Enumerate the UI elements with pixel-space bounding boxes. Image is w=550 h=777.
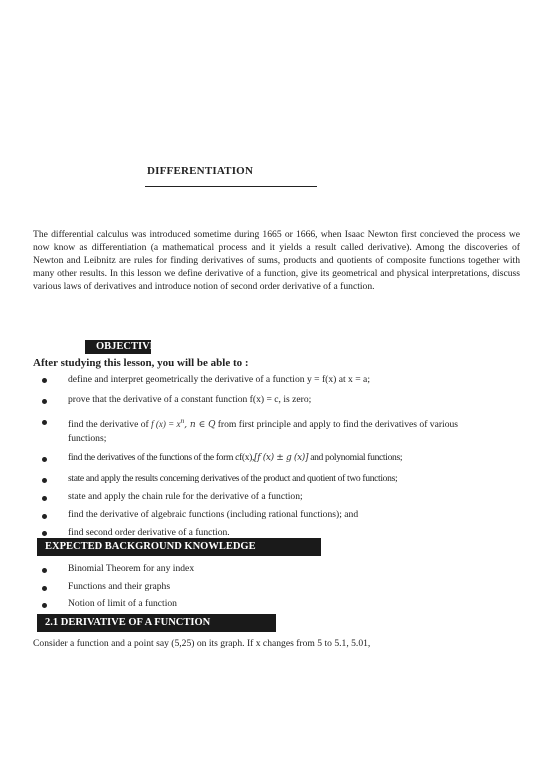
background-item: Notion of limit of a function — [68, 598, 177, 609]
formula-base: f (x) = x — [151, 419, 181, 429]
bullet-dot — [42, 399, 47, 404]
title-underline — [145, 186, 317, 187]
formula: [f (x) ± g (x)] — [254, 453, 309, 463]
objectives-heading: OBJECTIVES — [85, 340, 151, 354]
intro-paragraph: The differential calculus was introduced sometime during 1665 or 1666, when Isaac Newton first concieved the process we now know as differentiation (a mathematical process and it yields a result called derivative). Among the discoveries of Newton and Leibnitz are rules for finding derivatives of sums, products and quotients of composite functions together with many other results. In this lesson we define derivative of a function, give its geometrical and physical interpretations, discuss various laws of derivatives and introduce notion of second order derivative of a function. — [33, 229, 520, 292]
background-item: Functions and their graphs — [68, 581, 171, 592]
objective-text: find the derivative of — [68, 419, 149, 430]
page-title: DIFFERENTIATION — [147, 165, 254, 177]
bullet-dot — [42, 420, 47, 425]
bullet-dot — [42, 378, 47, 383]
bullet-dot — [42, 514, 47, 519]
objective-item — [68, 451, 528, 465]
background-item: Binomial Theorem for any index — [68, 563, 195, 574]
objective-text: find the derivatives of the functions of the form cf(x), — [68, 452, 255, 463]
objectives-lead: After studying this lesson, you will be able to : — [33, 357, 249, 369]
bullet-dot — [42, 478, 47, 483]
formula-exponent: n — [180, 416, 185, 425]
objective-item — [68, 414, 473, 445]
objective-item: find the derivative of algebraic functions (including rational functions); and — [68, 509, 359, 520]
objective-item: define and interpret geometrically the derivative of a function y = f(x) at x = a; — [68, 374, 370, 385]
objective-text: and polynomial functions; — [310, 452, 403, 463]
bullet-dot — [42, 586, 47, 591]
background-heading: EXPECTED BACKGROUND KNOWLEDGE — [37, 538, 321, 556]
formula — [151, 416, 218, 430]
section-heading: 2.1 DERIVATIVE OF A FUNCTION — [37, 614, 276, 632]
objective-item: find second order derivative of a function. — [68, 527, 230, 538]
objective-text: from first principle and apply to find the derivatives of various functions; — [68, 419, 459, 444]
bullet-dot — [42, 457, 47, 462]
objective-item: state and apply the chain rule for the derivative of a function; — [68, 491, 303, 502]
objective-item: prove that the derivative of a constant function f(x) = c, is zero; — [68, 394, 312, 405]
bullet-dot — [42, 603, 47, 608]
bullet-dot — [42, 531, 47, 536]
objective-item: state and apply the results concerning derivatives of the product and quotient of two functions; — [68, 473, 398, 484]
formula-tail: , n ∈ Q — [184, 420, 216, 430]
bullet-dot — [42, 568, 47, 573]
section-text: Consider a function and a point say (5,25) on its graph. If x changes from 5 to 5.1, 5.01, — [33, 638, 371, 649]
bullet-dot — [42, 496, 47, 501]
